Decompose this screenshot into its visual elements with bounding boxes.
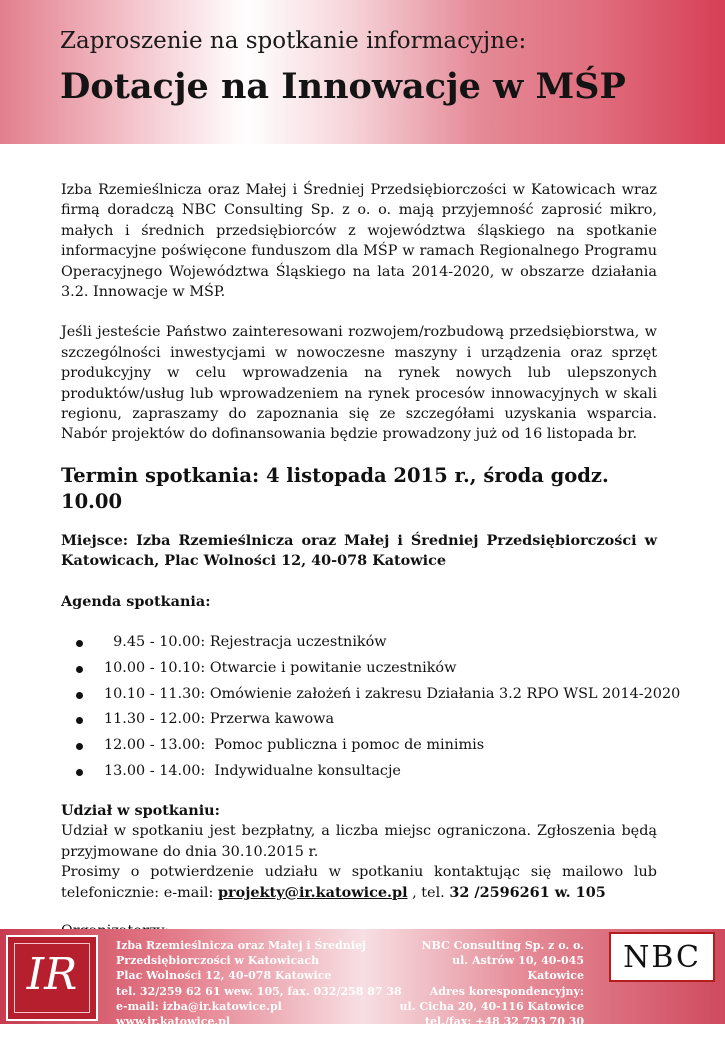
agenda-item-text: 12.00 - 13.00: Pomoc publiczna i pomoc de minimis xyxy=(104,737,485,754)
bullet-icon xyxy=(76,666,83,673)
footer-line: e-mail: biuro@nbcconsulting.pl xyxy=(436,1030,584,1059)
agenda-list xyxy=(61,630,681,785)
footer-line: tel. 32/259 62 61 wew. 105, fax. 032/258 87 38 xyxy=(116,984,402,998)
invitation-body xyxy=(61,180,681,941)
bullet-icon xyxy=(76,692,83,699)
meeting-location: Miejsce: Izba Rzemieślnicza oraz Małej i Średniej Przedsiębiorczości w Katowicach, Plac Wolności 12, 40-078 Katowice xyxy=(61,531,657,570)
meeting-date: Termin spotkania: 4 listopada 2015 r., środa godz. 10.00 xyxy=(61,463,609,513)
tel-prefix: , tel. xyxy=(407,884,450,901)
footer-line: ul. Cicha 20, 40-116 Katowice xyxy=(399,999,584,1013)
bullet-icon xyxy=(76,769,83,776)
footer-nbc-contact xyxy=(392,938,584,1060)
footer-line: tel./fax: +48 32 793 70 30 xyxy=(424,1015,584,1029)
phone-number: 32 /2596261 w. 105 xyxy=(449,883,606,901)
participation-heading: Udział w spotkaniu: xyxy=(61,801,220,819)
agenda-item xyxy=(61,759,657,785)
agenda-item xyxy=(61,630,657,656)
agenda-item-text: 11.30 - 12.00: Przerwa kawowa xyxy=(104,711,335,728)
email-link[interactable]: projekty@ir.katowice.pl xyxy=(217,883,408,901)
agenda-heading: Agenda spotkania: xyxy=(61,592,211,610)
footer-line: Adres korespondencyjny: xyxy=(429,984,584,998)
contact-text: Prosimy o potwierdzenie udziału w spotkaniu kontaktując się mailowo lub telefonicznie: e-mail: xyxy=(61,864,657,901)
agenda-item xyxy=(61,733,657,759)
agenda-item-text: 9.45 - 10.00: Rejestracja uczestników xyxy=(104,634,387,651)
intro-paragraph: Izba Rzemieślnicza oraz Małej i Średniej Przedsiębiorczości w Katowicach wraz firmą doradczą NBC Consulting Sp. z o. o. mają przyjemność zaprosić mikro, małych i średnich przedsiębiorców z województwa śląskiego na spotkanie informacyjne poświęcone funduszom dla MŚP w ramach Regionalnego Programu Operacyjnego Województwa Śląskiego na lata 2014-2020, w obszarze działania 3.2. Innowacje w MŚP. xyxy=(61,182,657,301)
footer-line: e-mail: izba@ir.katowice.pl xyxy=(116,999,282,1013)
footer-line: Izba Rzemieślnicza oraz Małej i Średniej xyxy=(116,939,366,952)
footer-line: Przedsiębiorczości w Katowicach xyxy=(116,954,320,968)
footer-line: ul. Astrów 10, 40-045 Katowice xyxy=(452,954,584,983)
header-banner xyxy=(0,0,725,144)
header-subtitle: Zaproszenie na spotkanie informacyjne: xyxy=(60,28,527,54)
footer-line: Plac Wolności 12, 40-078 Katowice xyxy=(116,969,332,983)
participation-contact xyxy=(61,862,657,903)
bullet-icon xyxy=(76,717,83,724)
details-paragraph: Jeśli jesteście Państwo zainteresowani rozwojem/rozbudową przedsiębiorstwa, w szczególności inwestycjami w nowoczesne maszyny i urządzenia oraz sprzęt produkcyjny w celu wprowadzenia na rynek nowych lub ulepszonych produktów/usług lub wprowadzeniem na rynek procesów innowacyjnych w skali regionu, zapraszamy do zapoznania się ze szczegółami uzyskania wsparcia. Nabór projektów do dofinansowania będzie prowadzony już od 16 listopada br. xyxy=(61,324,657,443)
ir-logo-monogram: IR xyxy=(26,949,78,1000)
bullet-icon xyxy=(76,743,83,750)
footer-line: NBC Consulting Sp. z o. o. xyxy=(421,939,584,952)
nbc-logo xyxy=(609,932,715,982)
agenda-item-text: 10.00 - 10.10: Otwarcie i powitanie uczestników xyxy=(104,659,457,676)
ir-logo xyxy=(6,935,98,1021)
bullet-icon xyxy=(76,640,83,647)
footer-izba-contact xyxy=(116,938,402,1029)
page-title: Dotacje na Innowacje w MŚP xyxy=(60,66,626,107)
agenda-item-text: 10.10 - 11.30: Omówienie założeń i zakresu Działania 3.2 RPO WSL 2014-2020 xyxy=(104,685,681,702)
agenda-item xyxy=(61,707,657,733)
nbc-logo-text: NBC xyxy=(623,940,701,975)
participation-info: Udział w spotkaniu jest bezpłatny, a liczba miejsc ograniczona. Zgłoszenia będą przyjmowane do dnia 30.10.2015 r. xyxy=(61,823,657,860)
agenda-item xyxy=(61,656,657,682)
agenda-item-text: 13.00 - 14.00: Indywidualne konsultacje xyxy=(104,763,401,780)
footer-line: www.ir.katowice.pl xyxy=(116,1015,231,1029)
agenda-item xyxy=(61,682,681,708)
